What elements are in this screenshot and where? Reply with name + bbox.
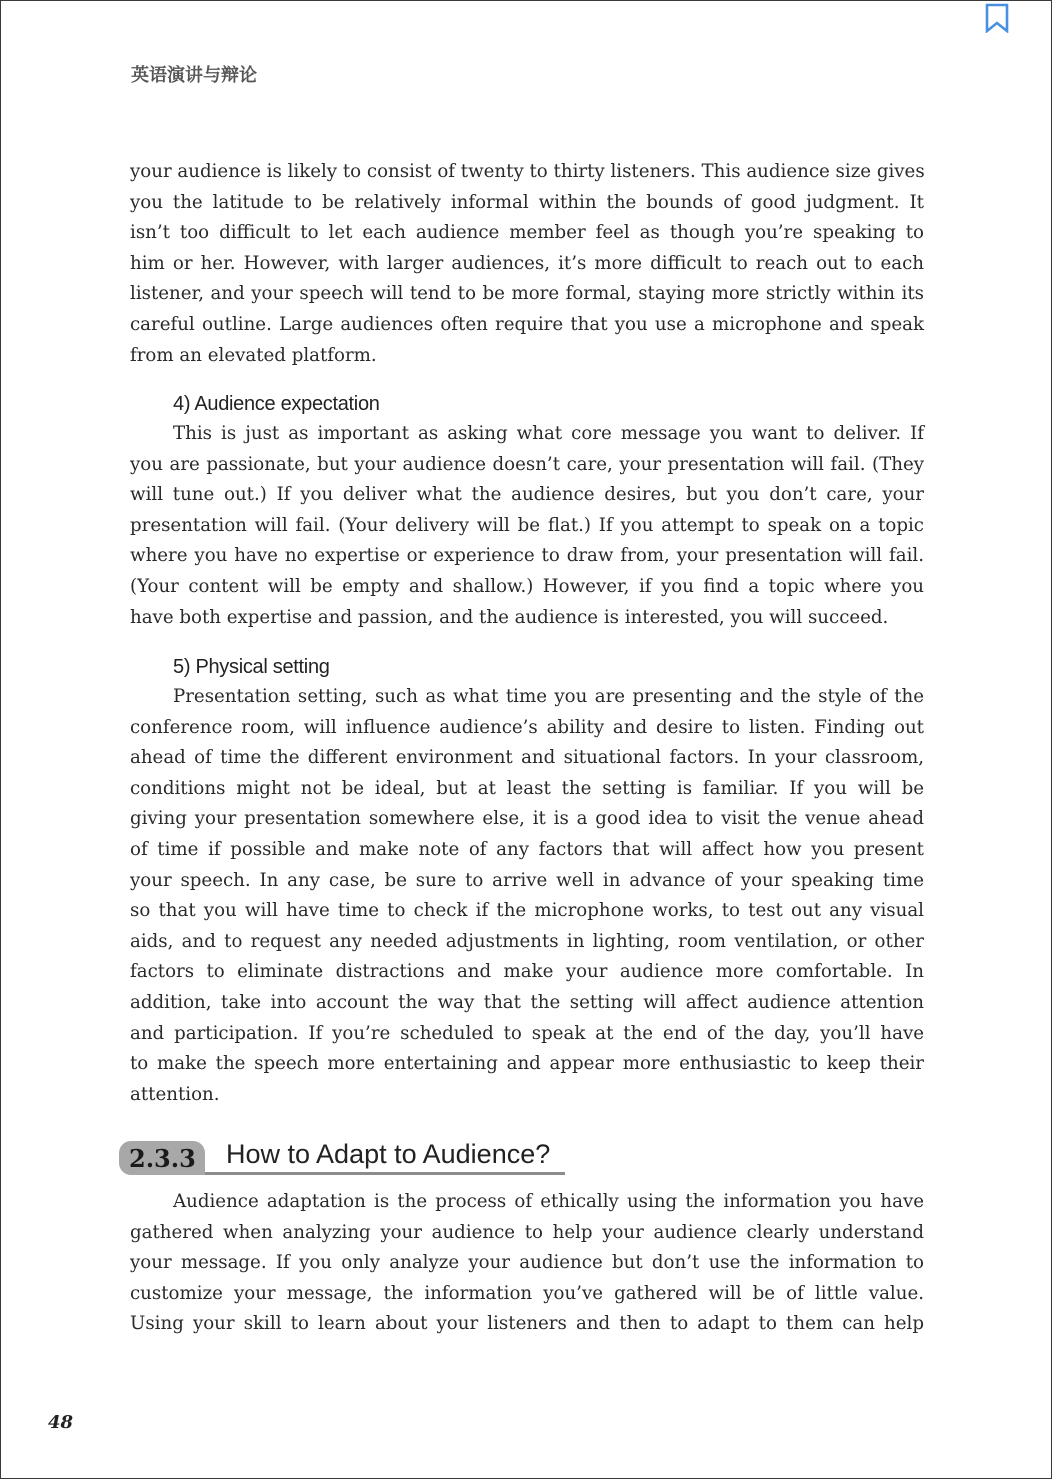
- text-line: will tune out.) If you deliver what the audience desires, but you don’t care, your: [130, 484, 924, 506]
- text-line: Using your skill to learn about your listeners and then to adapt to them can help: [130, 1313, 924, 1335]
- text-line: This is just as important as asking what core message you want to deliver. If: [173, 423, 924, 444]
- text-line: of time if possible and make note of any factors that will affect how you present: [130, 838, 924, 860]
- bookmark-icon: [985, 3, 1009, 33]
- text-line: customize your message, the information you’ve gathered will be of little value.: [130, 1282, 924, 1304]
- text-line: aids, and to request any needed adjustments in lighting, room ventilation, or other: [130, 930, 924, 952]
- paragraph-continuation: [130, 157, 924, 371]
- page-number: 48: [48, 1412, 74, 1433]
- text-line: and participation. If you’re scheduled to speak at the end of the day, you’ll have: [130, 1022, 924, 1044]
- section-number: 2.3.3: [129, 1144, 196, 1173]
- text-line: to make the speech more entertaining and appear more enthusiastic to keep their: [130, 1053, 924, 1075]
- text-line: Presentation setting, such as what time you are presenting and the style of the: [173, 686, 924, 707]
- text-line: factors to eliminate distractions and make your audience more comfortable. In: [130, 961, 924, 983]
- text-line: so that you will have time to check if the microphone works, to test out any visual: [130, 900, 924, 922]
- subsection-heading-physical-setting: 5) Physical setting: [173, 656, 330, 678]
- section-underline-divider: [205, 1172, 565, 1175]
- text-line: where you have no expertise or experience to draw from, your presentation will fail.: [130, 545, 924, 567]
- text-line: isn’t too difficult to let each audience member feel as though you’re speaking to: [130, 222, 924, 244]
- paragraph-audience-expectation: [130, 419, 924, 633]
- text-line: you the latitude to be relatively informal within the bounds of good judgment. It: [130, 191, 924, 213]
- paragraph-audience-adaptation: [130, 1187, 924, 1340]
- text-line: conditions might not be ideal, but at least the setting is familiar. If you will be: [130, 777, 924, 799]
- section-title: How to Adapt to Audience?: [226, 1139, 551, 1169]
- text-line: presentation will fail. (Your delivery will be flat.) If you attempt to speak on a topic: [130, 514, 924, 536]
- text-line: him or her. However, with larger audiences, it’s more difficult to reach out to each: [130, 252, 924, 274]
- text-line: listener, and your speech will tend to be more formal, staying more strictly within its: [130, 283, 924, 305]
- text-line: giving your presentation somewhere else, it is a good idea to visit the venue ahead: [130, 808, 924, 830]
- text-line: from an elevated platform.: [130, 344, 377, 366]
- bookmark-button[interactable]: [985, 3, 1009, 33]
- text-line: your message. If you only analyze your audience but don’t use the information to: [130, 1252, 924, 1274]
- subsection-heading-audience-expectation: 4) Audience expectation: [173, 393, 380, 415]
- text-line: (Your content will be empty and shallow.) However, if you find a topic where you: [130, 575, 924, 597]
- text-line: your speech. In any case, be sure to arrive well in advance of your speaking time: [130, 869, 924, 891]
- text-line: careful outline. Large audiences often require that you use a microphone and speak: [130, 313, 924, 335]
- text-line: have both expertise and passion, and the audience is interested, you will succeed.: [130, 606, 889, 628]
- text-line: your audience is likely to consist of twenty to thirty listeners. This audience size gives: [130, 161, 925, 182]
- section-heading-2-3-3: [119, 1139, 565, 1175]
- text-line: attention.: [130, 1083, 220, 1105]
- text-line: addition, take into account the way that the setting will affect audience attention: [130, 991, 924, 1013]
- running-head-title: 英语演讲与辩论: [131, 65, 257, 86]
- text-line: you are passionate, but your audience doesn’t care, your presentation will fail. (They: [130, 453, 924, 475]
- text-line: conference room, will influence audience’s ability and desire to listen. Finding out: [130, 716, 924, 738]
- text-line: ahead of time the different environment and situational factors. In your classroom,: [130, 747, 924, 769]
- text-line: gathered when analyzing your audience to help your audience clearly understand: [130, 1221, 924, 1243]
- text-line: Audience adaptation is the process of ethically using the information you have: [173, 1191, 924, 1212]
- paragraph-physical-setting: [130, 682, 924, 1110]
